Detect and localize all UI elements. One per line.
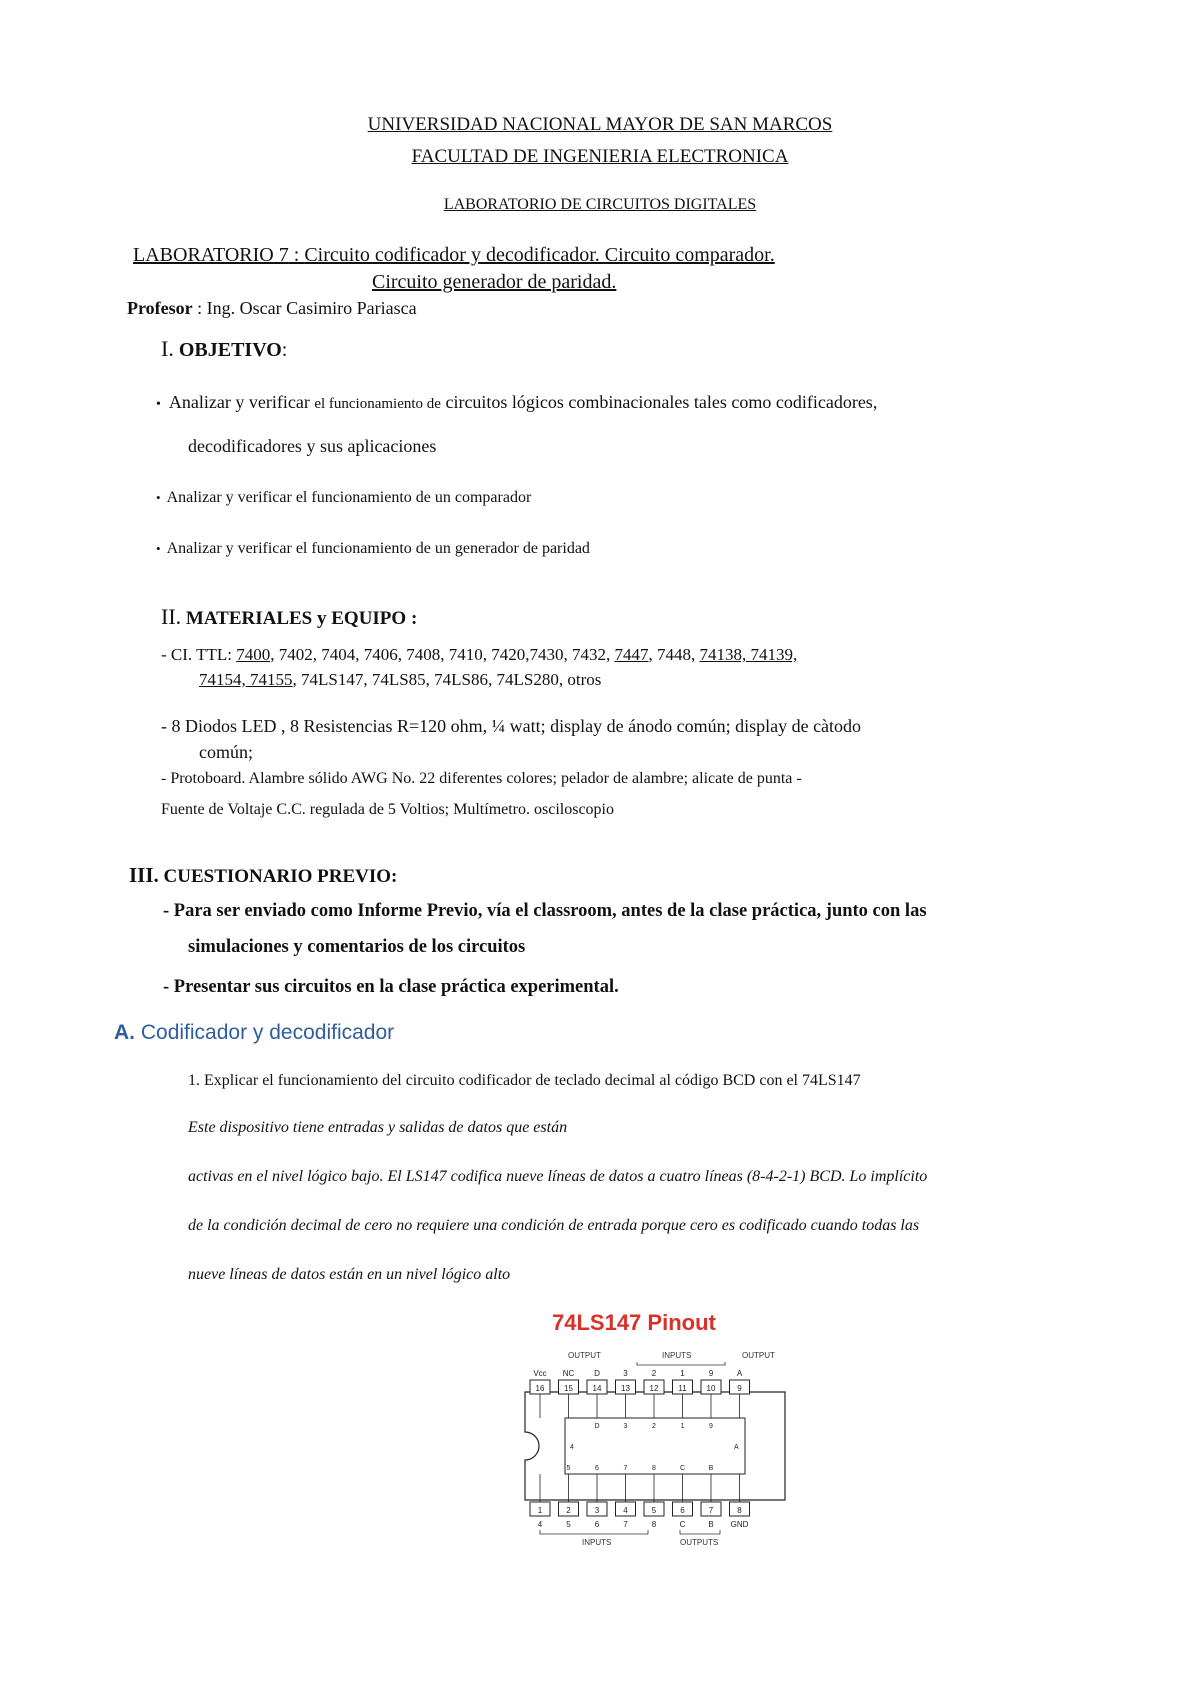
section-colon: :	[281, 339, 288, 361]
university-name: UNIVERSIDAD NACIONAL MAYOR DE SAN MARCOS	[367, 114, 833, 135]
inputs-group-label: INPUTS	[582, 1538, 612, 1547]
outputs-group-label: OUTPUTS	[680, 1538, 719, 1547]
section-a-letter: A.	[114, 1021, 135, 1044]
bottom-pin-label: 7	[623, 1520, 628, 1529]
bottom-pin-number: 2	[566, 1506, 571, 1515]
course-title: LABORATORIO DE CIRCUITOS DIGITALES	[443, 196, 757, 213]
cuestionario-item-1-line2: simulaciones y comentarios de los circuitos	[188, 937, 526, 957]
ic-pinout-diagram	[520, 1340, 800, 1560]
bottom-pin-number: 6	[680, 1506, 685, 1515]
top-pin-label: 1	[680, 1369, 685, 1378]
answer-paragraph-line2: activas en el nivel lógico bajo. El LS147 codifica nueve líneas de datos a cuatro líneas (8-4-2-1) BCD. Lo implícito	[188, 1168, 928, 1185]
section-title: CUESTIONARIO PREVIO:	[163, 866, 398, 887]
bottom-pin-number: 4	[623, 1506, 628, 1515]
inputs-bracket	[637, 1362, 725, 1365]
ci-item: 74154, 74155	[199, 670, 293, 689]
professor-label: Profesor	[127, 298, 193, 318]
section-cuestionario-heading	[129, 863, 397, 888]
leds-line2: común;	[199, 742, 253, 762]
bottom-pin-label: B	[708, 1520, 714, 1529]
inner-top-label: 9	[709, 1423, 713, 1430]
professor-name: Ing. Oscar Casimiro Pariasca	[206, 298, 417, 318]
inner-top-label: 1	[680, 1423, 685, 1430]
bottom-pin-label: C	[679, 1520, 686, 1529]
bottom-pin-label: 5	[566, 1520, 571, 1529]
bullet-icon: •	[156, 541, 161, 556]
bullet-icon: •	[156, 397, 161, 412]
inner-bottom-label: B	[708, 1465, 714, 1472]
section-a-heading	[114, 1021, 394, 1045]
ci-ttl-line2	[199, 670, 601, 690]
objective-2-text: Analizar y verificar el funcionamiento de un comparador	[166, 489, 532, 506]
inner-left-label: 4	[570, 1444, 574, 1451]
top-pin-label: A	[736, 1369, 743, 1378]
top-pin-number: 12	[649, 1384, 659, 1393]
inner-top-label: D	[594, 1423, 600, 1430]
bottom-pin-number: 3	[594, 1506, 600, 1515]
top-pin-number: 14	[592, 1384, 602, 1393]
objective-item-3	[156, 540, 590, 558]
protoboard-line: - Protoboard. Alambre sólido AWG No. 22 diferentes colores; pelador de alambre; alicate de punta -	[161, 770, 802, 787]
answer-paragraph-line4: nueve líneas de datos están en un nivel lógico alto	[188, 1266, 511, 1283]
bottom-pin-number: 7	[708, 1506, 714, 1515]
outputs-bottom-bracket	[680, 1530, 720, 1534]
ci-prefix: - CI. TTL:	[161, 645, 237, 664]
inner-bottom-label: 6	[595, 1465, 599, 1472]
objective-1-part1: Analizar y verificar	[168, 392, 310, 412]
bullet-icon: •	[156, 490, 161, 505]
cuestionario-item-2: - Presentar sus circuitos en la clase práctica experimental.	[163, 977, 619, 997]
lab-separator: :	[288, 244, 305, 266]
inner-bottom-label: 5	[566, 1465, 571, 1472]
ci-item: 7400	[236, 645, 271, 664]
lab-title-line2: Circuito generador de paridad.	[372, 271, 617, 293]
top-pin-number: 9	[737, 1384, 742, 1393]
pinout-title: 74LS147 Pinout	[552, 1310, 716, 1335]
bottom-pin-label: 8	[651, 1520, 657, 1529]
inner-top-label: 2	[652, 1423, 656, 1430]
inner-bottom-label: C	[679, 1465, 686, 1472]
section-title: OBJETIVO	[178, 339, 282, 361]
section-numeral: III.	[129, 863, 159, 887]
cuestionario-item-1-line1: - Para ser enviado como Informe Previo, vía el classroom, antes de la clase práctica, junto con las	[163, 901, 927, 921]
objective-item-1-cont: decodificadores y sus aplicaciones	[188, 436, 437, 456]
objective-item-1	[156, 392, 877, 413]
ci-item: , 74LS147, 74LS85, 74LS86, 74LS280, otros	[292, 670, 602, 689]
inner-right-label: A	[734, 1444, 739, 1451]
faculty-name: FACULTAD DE INGENIERIA ELECTRONICA	[411, 146, 789, 167]
ci-item: , 7402, 7404, 7406, 7408, 7410, 7420,7430, 7432,	[270, 645, 615, 664]
inputs-bottom-bracket	[540, 1530, 648, 1534]
bottom-pin-label: 4	[537, 1520, 543, 1529]
objective-3-text: Analizar y verificar el funcionamiento de un generador de paridad	[166, 540, 590, 557]
section-numeral: II.	[161, 604, 182, 629]
section-materiales-heading	[161, 604, 417, 630]
objective-1-part2: el funcionamiento de	[314, 396, 441, 412]
ci-item: , 7448,	[648, 645, 700, 664]
ci-ttl-line1	[161, 645, 797, 665]
professor-line	[127, 298, 417, 319]
inner-bottom-label: 8	[652, 1465, 656, 1472]
inner-bottom-label: 7	[623, 1465, 628, 1472]
top-pin-label: 3	[623, 1369, 628, 1378]
objective-1-part3: circuitos lógicos combinacionales tales como codificadores,	[445, 392, 878, 412]
section-numeral: I.	[161, 336, 174, 361]
fuente-line: Fuente de Voltaje C.C. regulada de 5 Voltios; Multímetro. osciloscopio	[161, 801, 614, 818]
leds-line1: - 8 Diodos LED , 8 Resistencias R=120 ohm, ¼ watt; display de ánodo común; display de càtodo	[161, 716, 862, 736]
top-pin-number: 13	[621, 1384, 630, 1393]
objective-item-2	[156, 489, 531, 507]
bottom-pin-number: 8	[737, 1506, 742, 1515]
top-pin-label: 9	[708, 1369, 714, 1378]
top-pin-label: 2	[651, 1369, 657, 1378]
top-pin-label: Vcc	[533, 1369, 547, 1378]
top-pin-label: D	[594, 1369, 600, 1378]
inputs-group-label: INPUTS	[662, 1351, 692, 1360]
professor-separator: :	[192, 298, 207, 318]
top-pin-number: 11	[678, 1384, 687, 1393]
inner-top-label: 3	[623, 1423, 628, 1430]
answer-paragraph-line1: Este dispositivo tiene entradas y salidas de datos que están	[188, 1119, 568, 1136]
bottom-pin-label: 6	[594, 1520, 600, 1529]
section-title: MATERIALES y EQUIPO :	[185, 608, 418, 629]
top-pin-number: 16	[535, 1384, 545, 1393]
lab-title-line1	[133, 244, 775, 267]
section-a-title: Codificador y decodificador	[140, 1021, 395, 1044]
output-group-label: OUTPUT	[742, 1351, 775, 1360]
lab-label: LABORATORIO 7	[133, 244, 289, 266]
answer-paragraph-line3: de la condición decimal de cero no requiere una condición de entrada porque cero es codificado cuando todas las	[188, 1217, 920, 1234]
question-1: 1. Explicar el funcionamiento del circuito codificador de teclado decimal al código BCD con el 74LS147	[188, 1072, 861, 1089]
top-pin-number: 15	[564, 1384, 573, 1393]
bottom-pin-number: 1	[537, 1506, 543, 1515]
output-group-label: OUTPUT	[568, 1351, 601, 1360]
lab-title-text: Circuito codificador y decodificador. Circuito comparador.	[304, 244, 775, 266]
ci-item: 74138, 74139,	[699, 645, 798, 664]
bottom-pin-label: GND	[730, 1520, 749, 1529]
bottom-pin-number: 5	[651, 1506, 657, 1515]
top-pin-number: 10	[706, 1384, 716, 1393]
section-objetivo-heading	[161, 336, 287, 362]
ci-list-line1	[236, 645, 797, 664]
ci-item: 7447	[614, 645, 649, 664]
top-pin-label: NC	[562, 1369, 575, 1378]
